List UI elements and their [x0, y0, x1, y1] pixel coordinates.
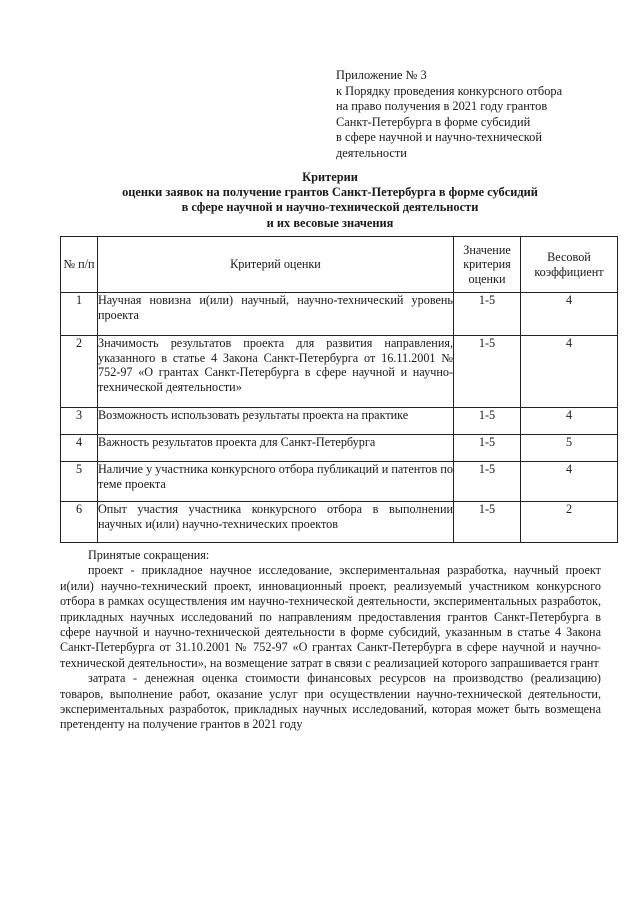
row-value: 1-5 [454, 435, 521, 462]
row-coef: 2 [521, 502, 618, 543]
table-row [61, 336, 618, 408]
header-criterion: Критерий оценки [98, 237, 454, 293]
row-criterion: Научная новизна и(или) научный, научно-технический уровень проекта [98, 293, 454, 336]
row-criterion: Значимость результатов проекта для развития направления, указанного в статье 4 Закона Санкт-Петербурга от 16.11.2001 № 752-97 «О грантах Санкт-Петербурга в сфере научной и научно-технической деятельности» [98, 336, 454, 408]
title-line: Критерии [302, 170, 358, 184]
appendix-line: Санкт-Петербурга в форме субсидий [336, 114, 531, 129]
appendix-line: Приложение № 3 [336, 68, 427, 82]
table-row [61, 435, 618, 462]
table-row [61, 293, 618, 336]
table-row [61, 462, 618, 502]
definition-project: проект - прикладное научное исследование, экспериментальная разработка, научный проект и(или) научно-технический проект, инновационный проект, реализуемый участником конкурсного отбора в рамках осуществления им научно-технической деятельности, экспериментальных разработок, прикладных научных исследований по направлениям предоставления грантов Санкт-Петербурга в сфере научной и научно-технической деятельности в форме субсидий, указанным в статье 4 Закона Санкт-Петербурга от 31.10.2001 № 752-97 «О грантах Санкт-Петербурга в сфере научной и научно-технической деятельности», на возмещение затрат в связи с реализацией которого запрашивается грант [60, 563, 601, 670]
appendix-line: деятельности [336, 145, 407, 160]
row-criterion: Наличие у участника конкурсного отбора публикаций и патентов по теме проекта [98, 462, 454, 502]
header-coef: Весовой коэффициент [521, 237, 618, 293]
definition-cost: затрата - денежная оценка стоимости финансовых ресурсов на производство (реализацию) товаров, выполнение работ, оказание услуг при осуществлении научно-технической деятельности, экспериментальных разработок, прикладных научных исследований, которая может быть возмещена претенденту на получение грантов в 2021 году [60, 671, 601, 732]
title-line: оценки заявок на получение грантов Санкт-Петербурга в форме субсидий [122, 185, 538, 200]
header-value: Значение критерия оценки [454, 237, 521, 293]
row-value: 1-5 [454, 336, 521, 408]
appendix-line: в сфере научной и научно-технической [336, 130, 542, 145]
criteria-table [60, 236, 618, 543]
row-coef: 4 [521, 408, 618, 435]
row-value: 1-5 [454, 462, 521, 502]
row-criterion: Возможность использовать результаты проекта на практике [98, 408, 454, 435]
row-num: 1 [61, 293, 98, 336]
row-coef: 4 [521, 462, 618, 502]
row-criterion: Важность результатов проекта для Санкт-Петербурга [98, 435, 454, 462]
abbreviations-section [60, 548, 601, 733]
title-line: в сфере научной и научно-технической деятельности [181, 200, 479, 215]
document-title [60, 170, 600, 231]
appendix-line: к Порядку проведения конкурсного отбора [336, 83, 563, 98]
appendix-header [336, 68, 606, 162]
row-value: 1-5 [454, 293, 521, 336]
table-header-row [61, 237, 618, 293]
abbreviations-heading: Принятые сокращения: [88, 548, 210, 562]
row-num: 4 [61, 435, 98, 462]
appendix-line: на право получения в 2021 году грантов [336, 99, 548, 114]
table-row [61, 408, 618, 435]
title-line: и их весовые значения [266, 215, 394, 230]
row-num: 3 [61, 408, 98, 435]
row-value: 1-5 [454, 408, 521, 435]
row-value: 1-5 [454, 502, 521, 543]
row-num: 2 [61, 336, 98, 408]
table-row [61, 502, 618, 543]
row-coef: 4 [521, 336, 618, 408]
row-coef: 4 [521, 293, 618, 336]
row-criterion: Опыт участия участника конкурсного отбора в выполнении научных и(или) научно-технических проектов [98, 502, 454, 543]
header-num: № п/п [61, 237, 98, 293]
row-num: 5 [61, 462, 98, 502]
row-num: 6 [61, 502, 98, 543]
row-coef: 5 [521, 435, 618, 462]
